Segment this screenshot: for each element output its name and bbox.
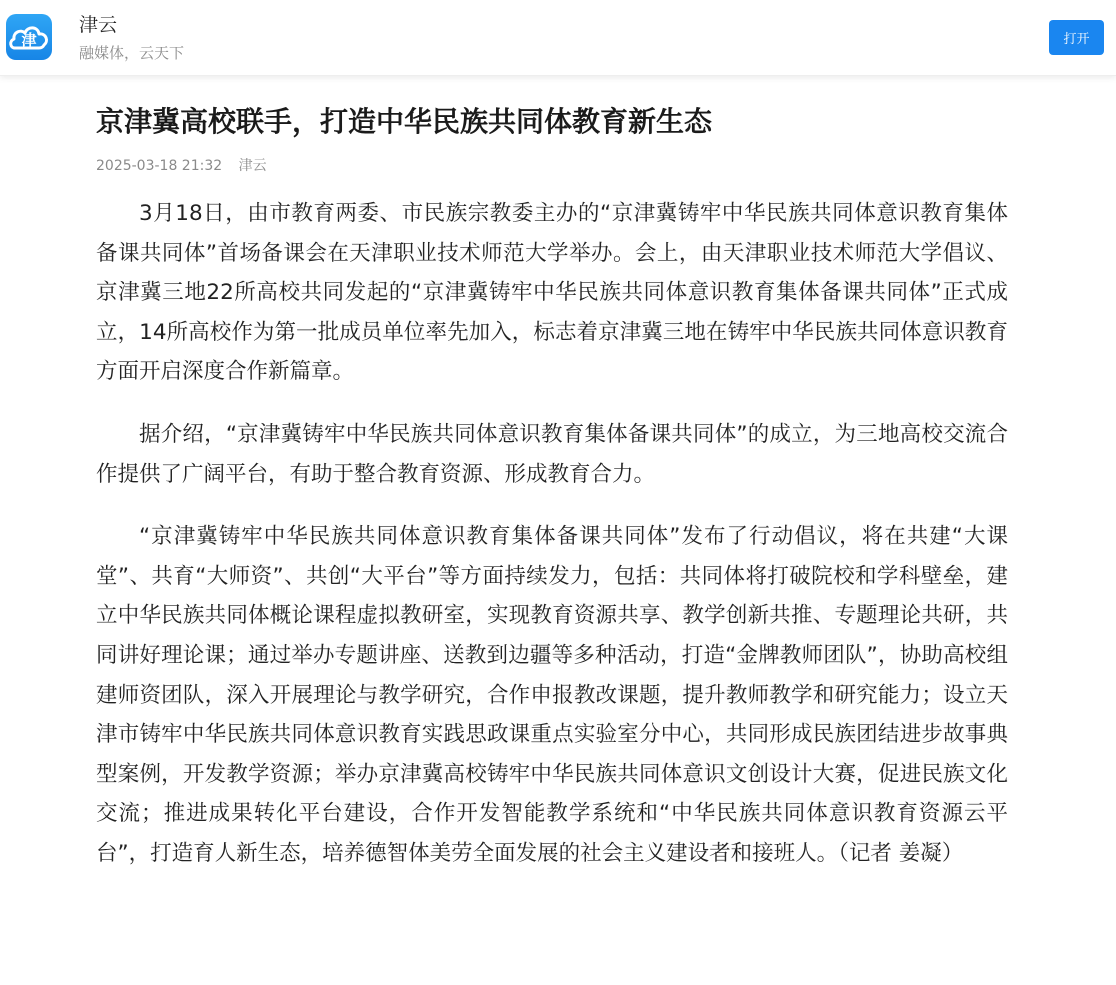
article-paragraph: “京津冀铸牢中华民族共同体意识教育集体备课共同体”发布了行动倡议，将在共建“大课堂”、共育“大师资”、共创“大平台”等方面持续发力，包括：共同体将打破院校和学科壁垒，建立中华民族共同体概论课程虚拟教研室，实现教育资源共享、教学创新共推、专题理论共研，共同讲好理论课；通过举办专题讲座、送教到边疆等多种活动，打造“金牌教师团队”，协助高校组建师资团队，深入开展理论与教学研究，合作申报教改课题，提升教师教学和研究能力；设立天津市铸牢中华民族共同体意识教育实践思政课重点实验室分中心，共同形成民族团结进步故事典型案例，开发教学资源；举办京津冀高校铸牢中华民族共同体意识文创设计大赛，促进民族文化交流；推进成果转化平台建设，合作开发智能教学系统和“中华民族共同体意识教育资源云平台”，打造育人新生态，培养德智体美劳全面发展的社会主义建设者和接班人。（记者 姜凝） [96,524,1008,866]
app-download-bar [0,0,1116,76]
article-meta [96,156,1008,176]
open-app-button[interactable]: 打开 [1049,20,1104,55]
article-paragraph: 据介绍，“京津冀铸牢中华民族共同体意识教育集体备课共同体”的成立，为三地高校交流合作提供了广阔平台，有助于整合教育资源、形成教育合力。 [96,421,1008,487]
article-paragraph: 3月18日，由市教育两委、市民族宗教委主办的“京津冀铸牢中华民族共同体意识教育集体备课共同体”首场备课会在天津职业技术师范大学举办。会上，由天津职业技术师范大学倡议、京津冀三地22所高校共同发起的“京津冀铸牢中华民族共同体意识教育集体备课共同体”正式成立，14所高校作为第一批成员单位率先加入，标志着京津冀三地在铸牢中华民族共同体意识教育方面开启深度合作新篇章。 [96,201,1008,385]
app-slogan: 融媒体，云天下 [79,44,185,62]
app-name: 津云 [79,14,118,36]
app-logo[interactable] [6,14,52,60]
publish-time: 2025-03-18 21:32 [96,158,223,174]
cloud-logo-icon [6,14,52,60]
logo-glyph: 津 [21,31,37,49]
article [96,100,1008,897]
article-body [96,194,1008,874]
article-source: 津云 [238,158,267,174]
article-title: 京津冀高校联手，打造中华民族共同体教育新生态 [96,105,713,138]
